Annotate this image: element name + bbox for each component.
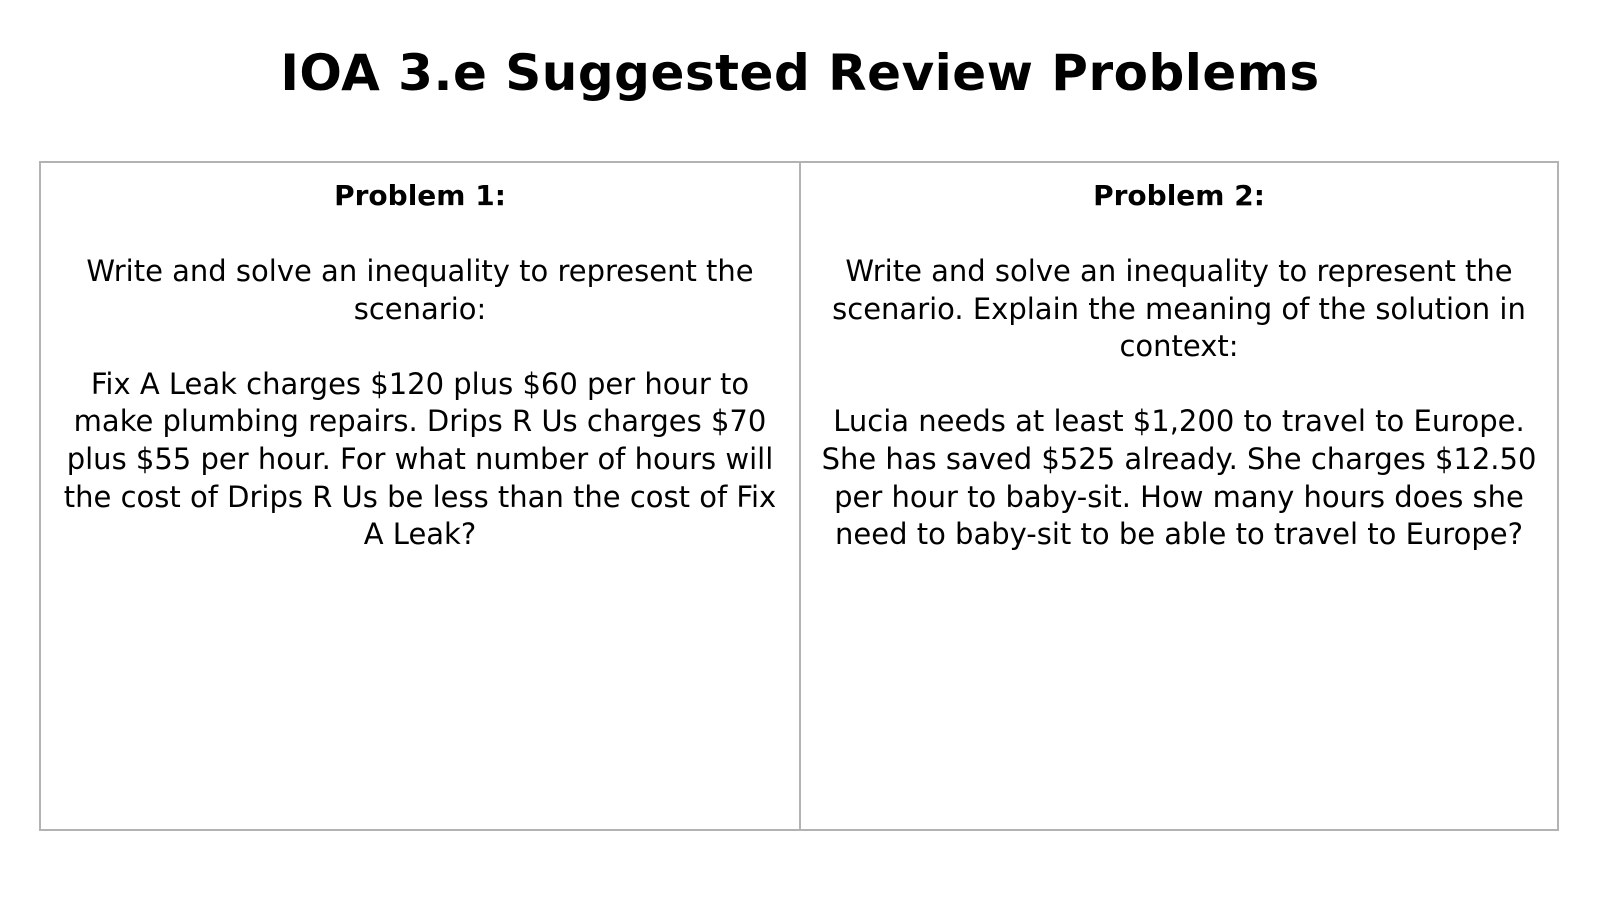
problem-2-heading: Problem 2: xyxy=(1093,179,1265,212)
problem-1-scenario: Fix A Leak charges $120 plus $60 per hour to make plumbing repairs. Drips R Us charges $70 plus $55 per hour. For what number of hours will the cost of Drips R Us be less than the cost of Fix A Leak? xyxy=(63,366,777,552)
problem-1-heading: Problem 1: xyxy=(334,179,506,212)
problem-2-instruction: Write and solve an inequality to represent the scenario. Explain the meaning of the solution in context: xyxy=(832,254,1526,364)
problem-1-instruction: Write and solve an inequality to represent the scenario: xyxy=(86,254,754,326)
problem-2-scenario: Lucia needs at least $1,200 to travel to Europe. She has saved $525 already. She charges $12.50 per hour to baby-sit. How many hours does she need to baby-sit to be able to travel to Europe? xyxy=(821,404,1537,552)
problem-1-cell xyxy=(41,163,799,829)
page-title: IOA 3.e Suggested Review Problems xyxy=(280,44,1320,102)
problems-table xyxy=(39,161,1559,831)
problem-2-cell xyxy=(799,163,1557,829)
